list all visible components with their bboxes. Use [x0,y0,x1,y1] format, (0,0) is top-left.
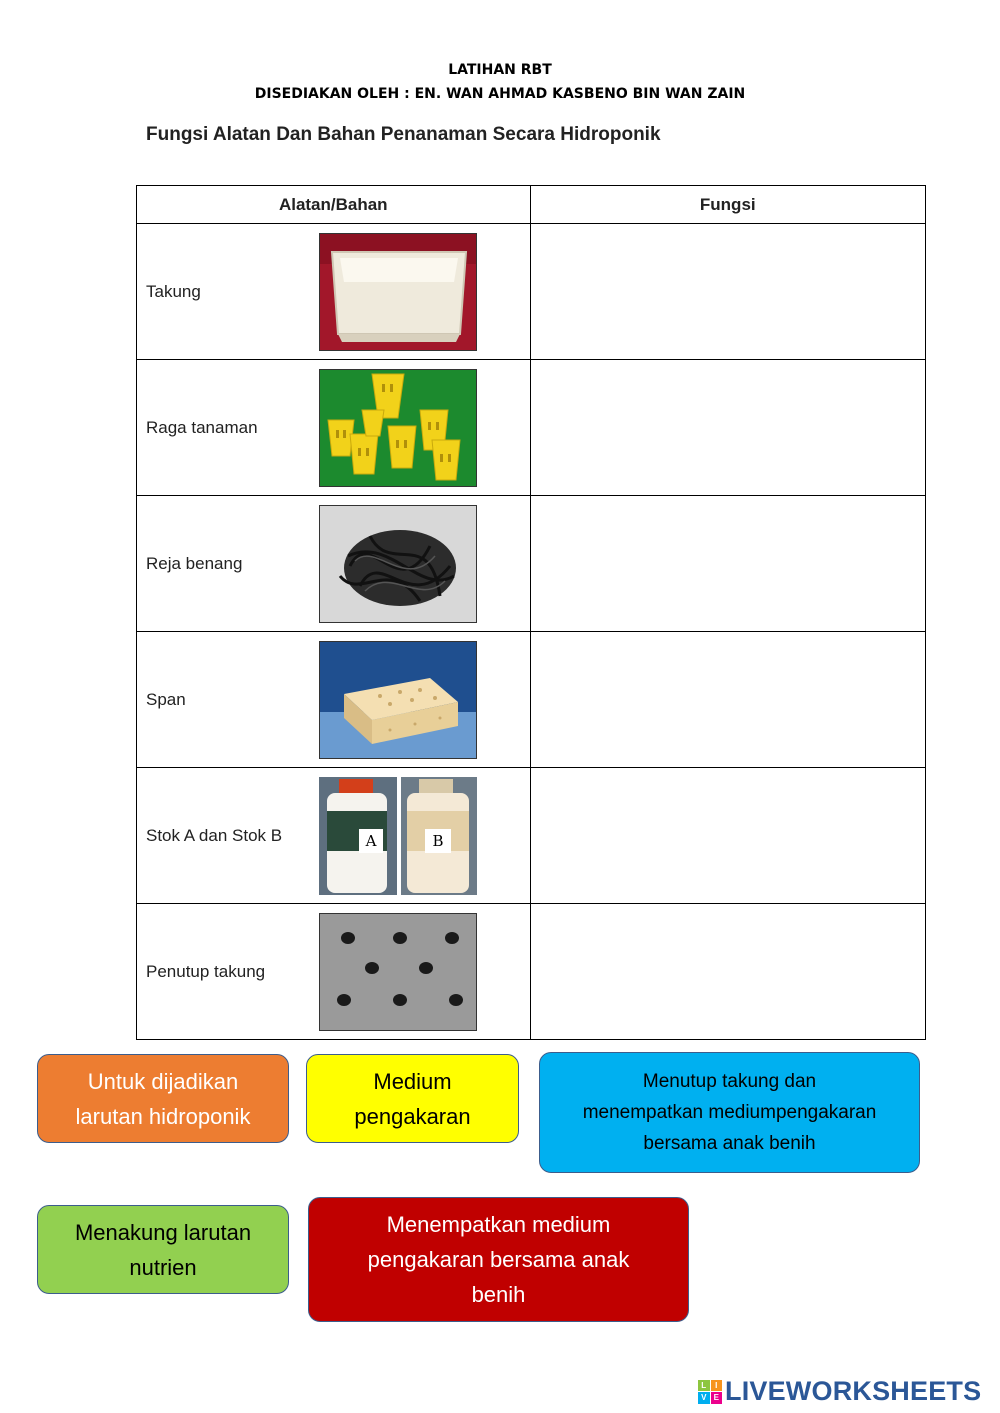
item-label-span: Span [146,689,186,709]
drop-zone-takung[interactable] [531,225,925,359]
drop-zone-reja-benang[interactable] [531,497,925,631]
card-text-line: menempatkan mediumpengakaran [582,1102,877,1123]
card-text-line: Medium [373,1068,452,1094]
item-label-stok: Stok A dan Stok B [146,825,283,845]
card-text-line: Untuk dijadikan [87,1068,239,1094]
item-label-reja-benang: Reja benang [146,553,243,573]
drop-zone-stok[interactable] [531,769,925,903]
drop-zone-raga-tanaman[interactable] [531,361,925,495]
logo-icon: L I V E [698,1380,722,1404]
drop-zone-penutup-takung[interactable] [531,905,925,1039]
answer-card-menempatkan-medium[interactable] [308,1197,689,1322]
item-label-raga-tanaman: Raga tanaman [146,417,258,437]
reja-benang-image [319,505,477,623]
liveworksheets-logo [698,1376,981,1407]
item-label-takung: Takung [146,281,201,301]
card-text-line: pengakaran [354,1103,471,1129]
page-subtitle: Fungsi Alatan Dan Bahan Penanaman Secara Hidroponik [146,124,661,145]
card-text-line: Menakung larutan [74,1219,252,1245]
bottle-b-label: B [432,831,444,850]
answer-card-larutan-hidroponik[interactable] [37,1054,289,1143]
answer-card-menutup-takung[interactable] [539,1052,920,1173]
card-text-line: larutan hidroponik [75,1103,251,1129]
worksheet-title: LATIHAN RBT [448,62,552,78]
col-header-fungsi: Fungsi [530,186,925,224]
takung-image [319,233,477,351]
card-text-line: benih [471,1282,526,1307]
card-text-line: pengakaran bersama anak [367,1247,630,1272]
brand-name: LIVEWORKSHEETS [725,1376,982,1406]
card-text-line: nutrien [129,1254,197,1280]
answer-card-menakung-larutan[interactable] [37,1205,289,1294]
drop-zone-span[interactable] [531,633,925,767]
matching-table [136,185,926,1040]
col-header-alatan: Alatan/Bahan [137,186,531,224]
card-text-line: Menempatkan medium [386,1212,611,1237]
penutup-takung-image [319,913,477,1031]
span-image [319,641,477,759]
stok-image [319,777,477,895]
author-line: DISEDIAKAN OLEH : EN. WAN AHMAD KASBENO BIN WAN ZAIN [254,86,746,102]
raga-tanaman-image [319,369,477,487]
answer-card-medium-pengakaran[interactable] [306,1054,519,1143]
card-text-line: bersama anak benih [643,1133,816,1154]
item-label-penutup-takung: Penutup takung [146,961,266,981]
card-text-line: Menutup takung dan [642,1071,817,1092]
bottle-a-label: A [365,831,377,850]
